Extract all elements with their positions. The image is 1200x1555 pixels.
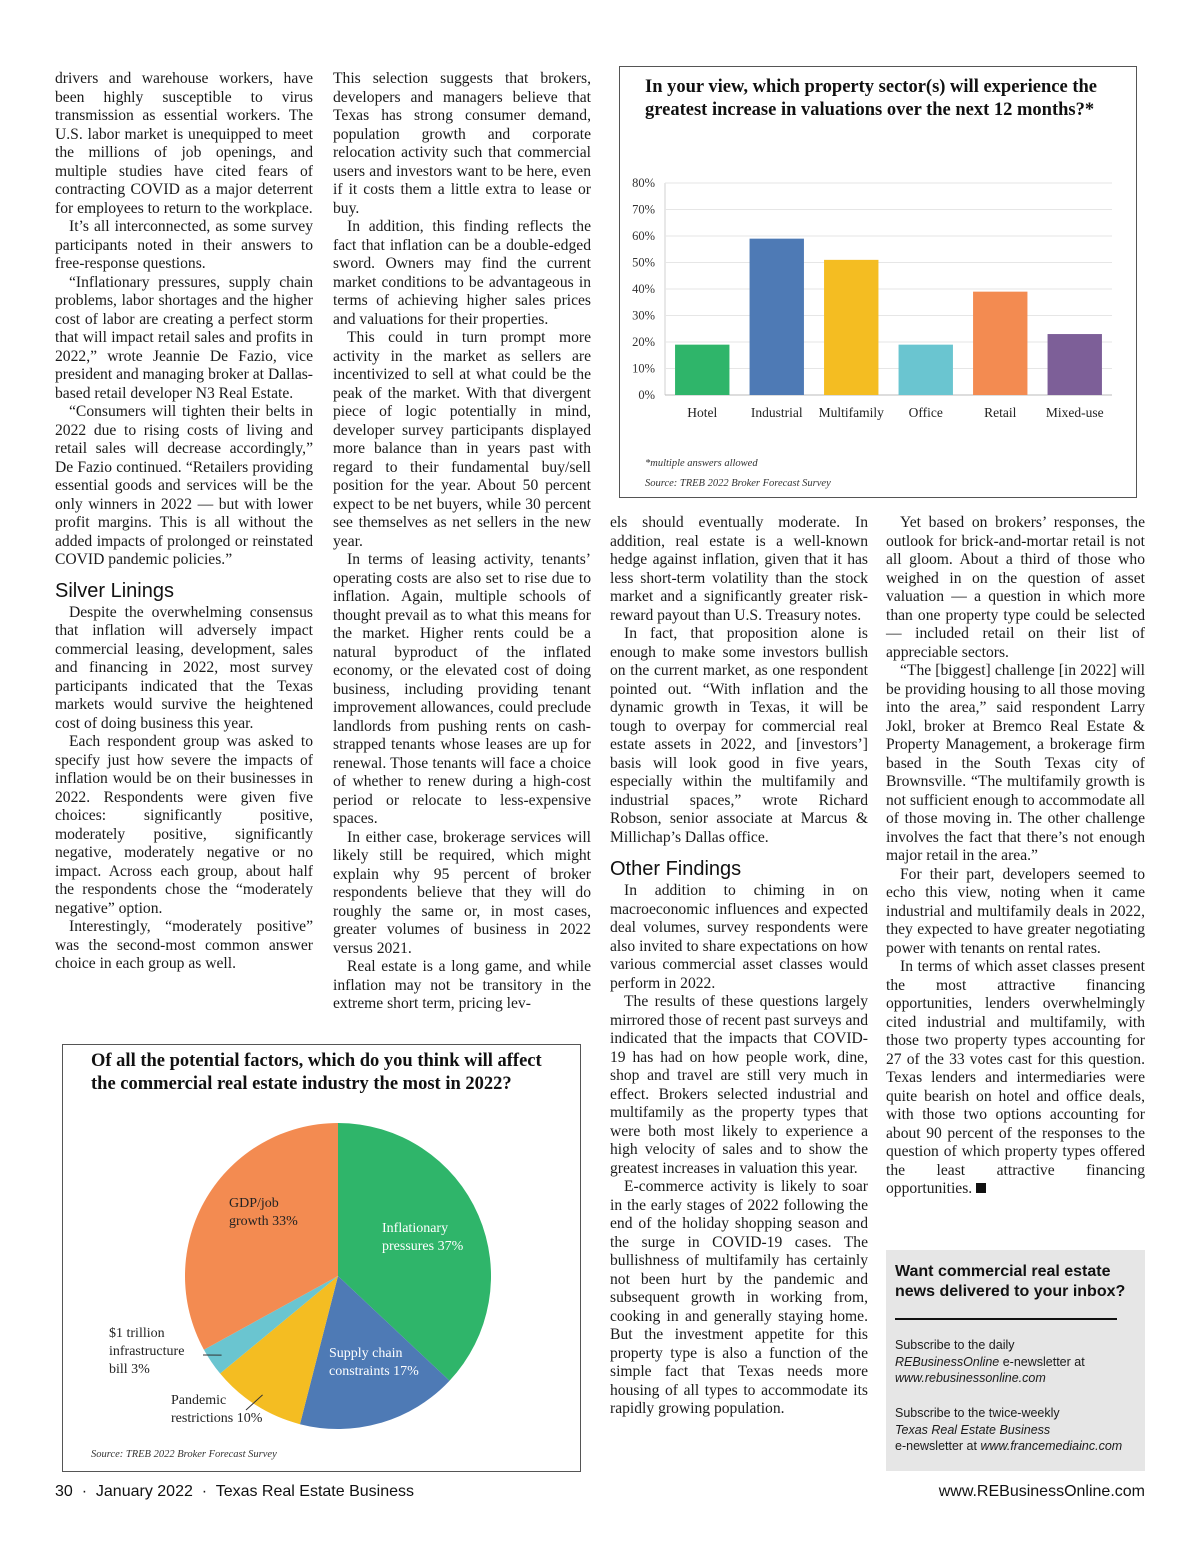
paragraph: “The [biggest] challenge [in 2022] will be providing housing to all those moving into the area,” said respondent Larry Jokl, broker at Bremco Real Estate & Property Management, a brokerage firm based in the South Texas city of Brownsville. “The multifamily growth is not sufficient enough to accommodate all of those moving in. The other challenge involves the fact that there’s not enough major retail in the area.”	[886, 662, 1145, 864]
paragraph: Each respondent group was asked to specify just how severe the impacts of inflation would be on their businesses in 2022. Respondents were given five choices: significantly positive, moderately positive, significantly negative, moderately negative or no impact. Across each group, about half the respondents chose the “moderately negative” option.	[55, 733, 313, 917]
paragraph: Interestingly, “moderately positive” was the second-most common answer choice in each group as well.	[55, 918, 313, 972]
y-tick-label: 40%	[632, 282, 655, 296]
bar-chart-note: *multiple answers allowed	[645, 458, 758, 469]
promo-daily-url[interactable]: www.rebusinessonline.com	[895, 1371, 1046, 1385]
pie-label: Supply chain	[329, 1346, 403, 1361]
paragraph: E-commerce activity is likely to soar in the early stages of 2022 following the end of the holiday shopping season and the surge in COVID-19 cases. The bullishness of multifamily has certainly not been hurt by the pandemic and subsequent growth in working from, cooking in and generally staying home. But the investment appetite for this property type is also a function of the simple fact that Texas needs more housing of all types to accommodate its rapidly growing population.	[610, 1178, 868, 1417]
pie-chart-box	[62, 1044, 581, 1472]
paragraph: For their part, developers seemed to echo this view, noting when it came industrial and multifamily deals in 2022, they expected to have greater negotiating power with tenants on rental rates.	[886, 865, 1145, 957]
promo-divider	[895, 1318, 1117, 1320]
footer-right-url[interactable]: www.REBusinessOnline.com	[938, 1483, 1145, 1500]
y-tick-label: 20%	[632, 335, 655, 349]
article-column-3	[610, 514, 868, 1419]
x-tick-label: Retail	[984, 405, 1017, 420]
bar-chart	[620, 175, 1136, 435]
pie-label: Inflationary	[382, 1221, 449, 1236]
pie-chart-source: Source: TREB 2022 Broker Forecast Survey	[91, 1449, 277, 1460]
promo-weekly-suffix: e-newsletter at	[895, 1439, 977, 1453]
pie-label: GDP/job	[229, 1196, 279, 1211]
y-tick-label: 30%	[632, 308, 655, 323]
paragraph: In addition, this finding reflects the fact that inflation can be a double-edged sword. Owners may find the current market conditions to be advantageous in terms of achieving higher sales prices and valuations for their properties.	[333, 218, 591, 328]
y-tick-label: 70%	[632, 202, 655, 217]
paragraph: In addition to chiming in on macroeconomic influences and expected deal volumes, survey respondents were also invited to share expectations on how various commercial asset classes would perform in 2022.	[610, 882, 868, 992]
promo-weekly	[895, 1405, 1140, 1455]
paragraph: “Consumers will tighten their belts in 2022 due to rising costs of living and retail sales will decrease accordingly,” De Fazio continued. “Retailers providing essential goods and services will be the only winners in 2022 — but with lower profit margins. This is all without the added impacts of prolonged or reinstated COVID pandemic policies.”	[55, 403, 313, 568]
bar-retail	[973, 292, 1027, 395]
paragraph: It’s all interconnected, as some survey participants noted in their answers to free-response questions.	[55, 218, 313, 272]
pie-label: Pandemic	[171, 1393, 227, 1408]
paragraph: Real estate is a long game, and while inflation may not be transitory in the extreme short term, pricing lev-	[333, 958, 591, 1012]
footer-left: 30 · January 2022 · Texas Real Estate Business	[55, 1483, 415, 1500]
bar-chart-source: Source: TREB 2022 Broker Forecast Survey	[645, 478, 831, 489]
section-heading: Silver Linings	[55, 579, 174, 602]
paragraph: Yet based on brokers’ responses, the outlook for brick-and-mortar retail is not all gloom. About a third of those who weighed in on the question of asset valuation — a question in which more than one property type could be selected — included retail on their list of appreciable sectors.	[886, 514, 1145, 661]
promo-weekly-name: Texas Real Estate Business	[895, 1422, 1051, 1437]
x-tick-label: Multifamily	[818, 405, 884, 420]
promo-daily-name: REBusinessOnline	[895, 1354, 1000, 1369]
paragraph: Despite the overwhelming consensus that inflation will adversely impact commercial leasing, development, sales and financing in 2022, most survey participants indicated that the Texas markets would survive the heightened cost of doing business this year.	[55, 603, 313, 732]
paragraph: This selection suggests that brokers, developers and managers believe that Texas has strong consumer demand, population growth and corporate relocation activity such that commercial users and investors want to be here, even if it costs them a little extra to lease or buy.	[333, 70, 591, 217]
y-tick-label: 80%	[632, 176, 655, 190]
paragraph-text: In terms of which asset classes present the most attractive financing opportunities, lenders overwhelmingly cited industrial and multifamily, with those two property types accounting for 27 of the 33 votes cast for this question. Texas lenders and intermediaries were quite bearish on hotel and office deals, with those two options accounting for about 90 percent of the responses to the question of which property types offered the least attractive financing opportunities.	[886, 958, 1145, 1197]
bar-chart-title: In your view, which property sector(s) will experience the greatest increase in valuations over the next 12 months?*	[645, 77, 1097, 120]
x-tick-label: Mixed-use	[1045, 405, 1104, 420]
paragraph	[886, 958, 1145, 1199]
section-heading: Other Findings	[610, 858, 742, 880]
x-tick-label: Hotel	[687, 405, 718, 420]
pie-label: pressures 37%	[382, 1239, 464, 1254]
pie-label: constraints 17%	[329, 1364, 419, 1379]
paragraph: “Inflationary pressures, supply chain problems, labor shortages and the higher cost of labor are creating a perfect storm that will impact retail sales and profits in 2022,” wrote Jeannie De Fazio, vice president and managing broker at Dallas-based retail developer N3 Real Estate.	[55, 273, 313, 402]
pie-chart-title: Of all the potential factors, which do you think will affect the commercial real estate industry the most in 2022?	[91, 1051, 542, 1094]
pie-label: bill 3%	[109, 1362, 150, 1377]
promo-headline: Want commercial real estate news delivered to your inbox?	[895, 1263, 1126, 1300]
bar-office	[899, 345, 953, 395]
pie-label: restrictions 10%	[171, 1411, 263, 1426]
end-mark-icon	[976, 1183, 986, 1193]
promo-daily-suffix: e-newsletter at	[1002, 1354, 1085, 1369]
promo-weekly-url[interactable]: www.francemediainc.com	[980, 1439, 1123, 1453]
promo-weekly-prefix: Subscribe to the twice-weekly	[895, 1406, 1060, 1420]
promo-daily	[895, 1337, 1140, 1387]
x-tick-label: Industrial	[750, 405, 803, 420]
y-tick-label: 50%	[632, 255, 655, 270]
x-tick-label: Office	[908, 405, 943, 420]
article-column-1	[55, 70, 313, 974]
paragraph: The results of these questions largely mirrored those of recent past surveys and indicated that the impacts that COVID-19 has had on how people work, dine, shop and travel are still very much in effect. Brokers selected industrial and multifamily as the property types that were both most likely to experience a high velocity of sales and to show the greatest increases in valuation this year.	[610, 993, 868, 1177]
paragraph: In fact, that proposition alone is enough to make some investors bullish on the current market, as one respondent pointed out. “With inflation and the dynamic growth in Texas, it will be tough to overpay for commercial real estate assets in 2022, and [investors’] basis will look good in five years, especially within the multifamily and industrial spaces,” wrote Richard Robson, senior associate at Marcus & Millichap’s Dallas office.	[610, 625, 868, 846]
paragraph: In either case, brokerage services will likely still be required, which might explain why 95 percent of broker respondents believe that they will do roughly the same or, in most cases, greater volumes of business in 2022 versus 2021.	[333, 828, 591, 957]
bar-mixed-use	[1048, 334, 1102, 395]
article-column-2	[333, 70, 591, 1014]
paragraph: drivers and warehouse workers, have been highly susceptible to virus transmission as essential workers. The U.S. labor market is unequipped to meet the millions of job openings, and multiple studies have cited fears of contracting COVID as a major deterrent for employees to return to the workplace.	[55, 70, 313, 217]
newsletter-promo	[886, 1250, 1145, 1471]
paragraph: In terms of leasing activity, tenants’ operating costs are also set to rise due to inflation. Again, multiple schools of thought prevail as to what this means for the market. Higher rents could be a natural byproduct of the inflated economy, or the elevated cost of doing business, including providing tenant improvement allowances, could preclude landlords from pushing rents on cash-strapped tenants whose leases are up for renewal. Those tenants will face a choice of whether to renew during a high-cost period or relocate to less-expensive spaces.	[333, 551, 591, 827]
article-column-4	[886, 514, 1145, 1199]
paragraph: This could in turn prompt more activity in the market as sellers are incentivized to sell at what could be the peak of the market. With that divergent piece of logic potentially in mind, developer survey participants displayed more balance than in years past with regard to their fundamental buy/sell position for the year. About 50 percent expect to be net buyers, while 30 percent see themselves as net sellers in the new year.	[333, 329, 591, 550]
pie-label: infrastructure	[109, 1344, 185, 1359]
promo-daily-prefix: Subscribe to the daily	[895, 1338, 1015, 1352]
bar-hotel	[675, 345, 729, 395]
bar-multifamily	[824, 260, 878, 395]
y-tick-label: 0%	[638, 388, 655, 402]
pie-label: $1 trillion	[109, 1326, 165, 1341]
bar-chart-box	[619, 66, 1137, 498]
bar-industrial	[750, 239, 804, 395]
promo-daily-line	[895, 1354, 1140, 1371]
pie-label: growth 33%	[229, 1214, 298, 1229]
y-tick-label: 10%	[632, 361, 655, 376]
promo-weekly-line	[895, 1438, 1140, 1455]
y-tick-label: 60%	[632, 229, 655, 243]
paragraph: els should eventually moderate. In addition, real estate is a well-known hedge against inflation, given that it has less short-term volatility than the stock market and a significantly greater risk-reward payout than U.S. Treasury notes.	[610, 514, 868, 624]
pie-chart	[63, 1105, 580, 1445]
